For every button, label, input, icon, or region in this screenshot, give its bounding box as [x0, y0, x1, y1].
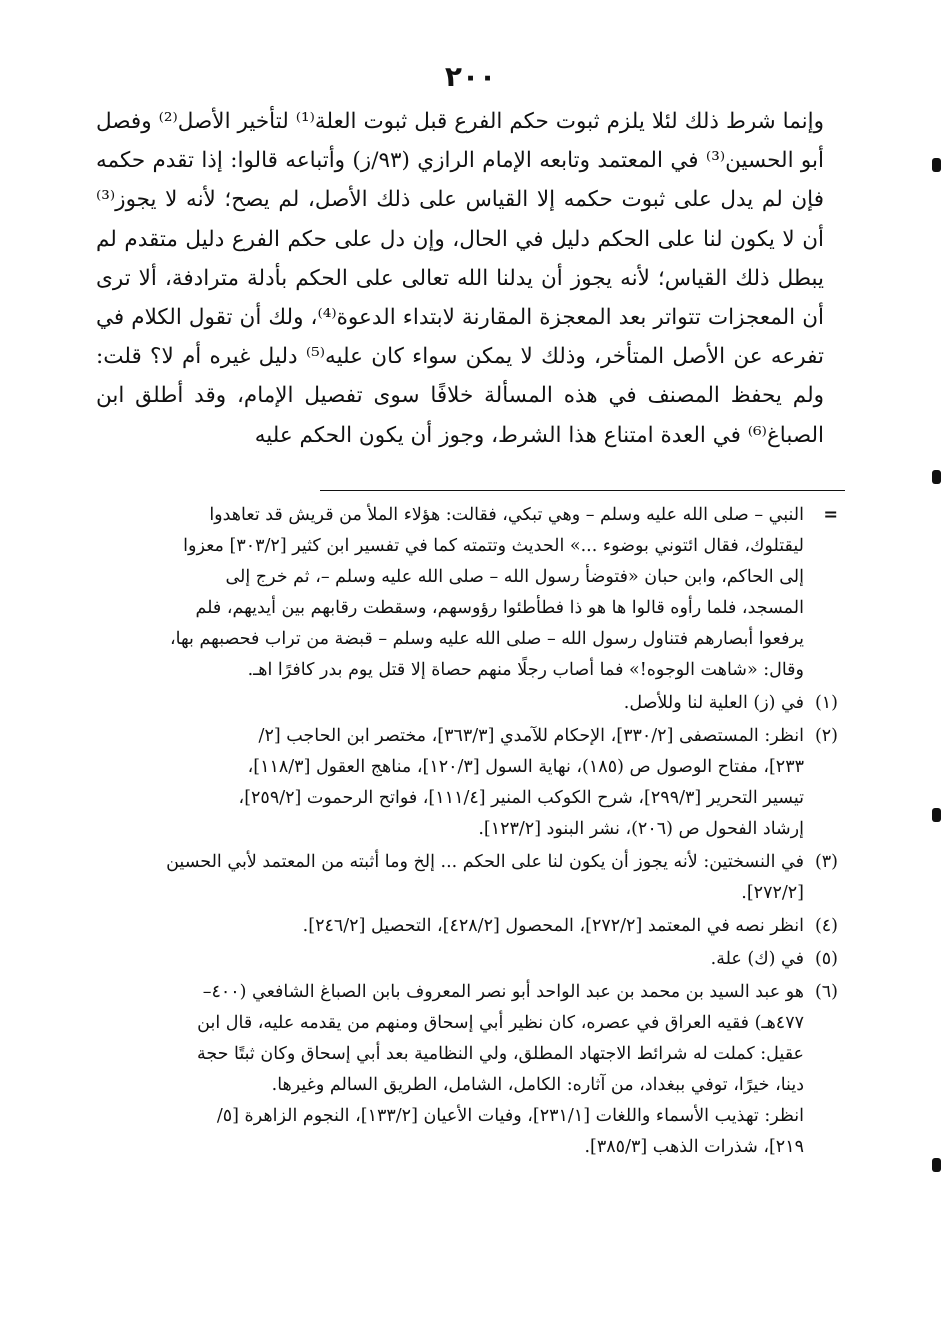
binding-mark	[932, 808, 941, 822]
footnote-line: انظر: تهذيب الأسماء واللغات [٢٣١/١]، وفيات الأعيان [١٣٣/٢]، النجوم الزاهرة [٥/	[216, 1106, 804, 1126]
footnote-number: (٢)	[814, 726, 838, 746]
footnote-4	[96, 911, 838, 942]
footnote-line: انظر نصه في المعتمد [٢٧٢/٢]، المحصول [٤٢٨/٢]، التحصيل [٢٤٦/٢].	[302, 916, 804, 936]
footnote-line: في (ك) علة.	[710, 949, 804, 969]
footnote-line: [٢٧٢/٢].	[741, 883, 804, 903]
footnote-line: تيسير التحرير [٢٩٩/٣]، شرح الكوكب المنير [١١١/٤]، فواتح الرحموت [٢٥٩/٢]،	[238, 788, 804, 808]
footnote-number: (٤)	[814, 916, 838, 936]
page-number: ٢٠٠	[444, 60, 497, 93]
footnote-divider	[320, 490, 845, 491]
footnote-line: ٢١٩]، شذرات الذهب [٣٨٥/٣].	[584, 1137, 804, 1157]
footnote-line: في النسختين: لأنه يجوز أن يكون لنا على الحكم ... إلخ وما أثبته من المعتمد لأبي الحسين	[166, 852, 804, 872]
footnote-line: ٤٧٧هـ) فقيه العراق في عصره، كان نظير أبي إسحاق ومنهم من يقدمه عليه، قال ابن	[197, 1013, 804, 1033]
footnote-text	[96, 500, 804, 686]
binding-mark	[932, 470, 941, 484]
footnote-number: (٦)	[814, 982, 838, 1002]
footnote-line: انظر: المستصفى [٣٣٠/٢]، الإحكام للآمدي [٣٦٣/٣]، مختصر ابن الحاجب [٢/	[258, 726, 804, 746]
footnote-text	[96, 688, 804, 719]
main-text-block	[96, 102, 824, 455]
footnote-line: وقال: «شاهت الوجوه!» فما أصاب رجلًا منهم حصاة إلا قتل يوم بدر كافرًا اهـ.	[247, 660, 804, 680]
footnote-line: يرفعوا أبصارهم فتناول رسول الله – صلى الله عليه وسلم – قبضة من تراب فحصبهم بها،	[170, 629, 804, 649]
footnote-number: =	[823, 505, 838, 525]
footnote-line: ليقتلوك، فقال ائتوني بوضوء ...» الحديث وتتمته كما في تفسير ابن كثير [٣٠٣/٢] معزوا	[183, 536, 804, 556]
footnote-line: عقيل: كملت له شرائط الاجتهاد المطلق، ولي النظامية بعد أبي إسحاق وكان ثبتًا حجة	[196, 1044, 804, 1064]
footnote-text	[96, 944, 804, 975]
binding-mark	[932, 158, 941, 172]
footnote-line: المسجد، فلما رأوه قالوا ها هو ذا فطأطئوا رؤوسهم، وسقطت رقابهم بين أيديهم، فلم	[195, 598, 804, 618]
footnote-line: دينا، خيرًا، توفي ببغداد، من آثاره: الكامل، الشامل، الطريق السالم وغيرها.	[271, 1075, 804, 1095]
footnote-line: ٢٣٣]، مفتاح الوصول ص (١٨٥)، نهاية السول [١٢٠/٣]، مناهج العقول [١١٨/٣]،	[247, 757, 804, 777]
footnote-line: إرشاد الفحول ص (٢٠٦)، نشر البنود [١٢٣/٢].	[478, 819, 804, 839]
footnote-number: (٣)	[814, 852, 838, 872]
footnote-continuation	[96, 500, 838, 686]
footnote-line: هو عبد السيد بن محمد بن عبد الواحد أبو نصر المعروف بابن الصباغ الشافعي (٤٠٠–	[202, 982, 804, 1002]
footnote-3	[96, 847, 838, 909]
footnote-number: (١)	[814, 693, 838, 713]
footnote-line: إلى الحاكم، وابن حبان «فتوضأ رسول الله – صلى الله عليه وسلم –، ثم خرج إلى	[225, 567, 804, 587]
footnote-text	[96, 721, 804, 845]
footnote-line: في (ز) العلية لنا وللأصل.	[623, 693, 804, 713]
footnote-number: (٥)	[814, 949, 838, 969]
main-paragraph: وإنما شرط ذلك لئلا يلزم ثبوت حكم الفرع قبل ثبوت العلة⁽¹⁾ لتأخير الأصل⁽²⁾ وفصل أبو الحسين⁽³⁾ في المعتمد وتابعه الإمام الرازي (٩٣/ز) وأتباعه قالوا: إذا تقدم حكمه فإن لم يدل على ثبوت حكمه إلا القياس على ذلك الأصل، لم يصح؛ لأنه لا يجوز⁽³⁾ أن لا يكون لنا على الحكم دليل في الحال، وإن دل على حكم الفرع دليل متقدم لم يبطل ذلك القياس؛ لأنه يجوز أن يدلنا الله تعالى على الحكم بأدلة مترادفة، ألا ترى أن المعجزات تتواتر بعد المعجزة المقارنة لابتداء الدعوة⁽⁴⁾، ولك أن تقول الكلام في تفرعه عن الأصل المتأخر، وذلك لا يمكن سواء كان عليه⁽⁵⁾ دليل غيره أم لا؟ قلت: ولم يحفظ المصنف في هذه المسألة خلافًا سوى تفصيل الإمام، وقد أطلق ابن الصباغ⁽⁶⁾ في العدة امتناع هذا الشرط، وجوز أن يكون الحكم عليه	[96, 109, 825, 448]
footnote-line: النبي – صلى الله عليه وسلم – وهي تبكي، فقالت: هؤلاء الملأ من قريش قد تعاهدوا	[209, 505, 804, 525]
footnote-text	[96, 977, 804, 1163]
footnote-1	[96, 688, 838, 719]
footnote-2	[96, 721, 838, 845]
footnote-5	[96, 944, 838, 975]
footnote-text	[96, 847, 804, 909]
footnotes	[96, 500, 838, 1165]
footnote-text	[96, 911, 804, 942]
binding-mark	[932, 1158, 941, 1172]
footnote-6	[96, 977, 838, 1163]
